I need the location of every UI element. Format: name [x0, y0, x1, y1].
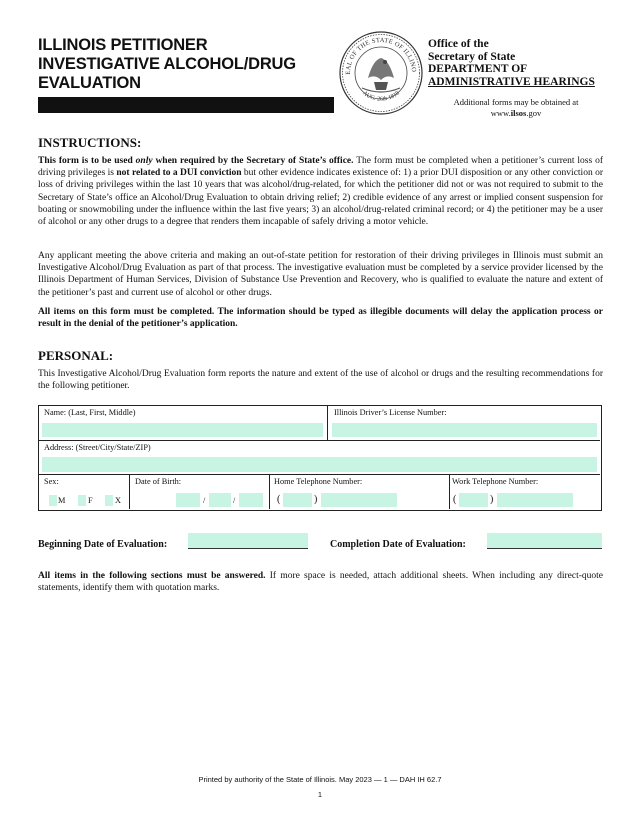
form-title: [38, 36, 338, 93]
work-paren-open: (: [453, 494, 457, 505]
page-number: 1: [317, 790, 323, 799]
office-block: [428, 38, 595, 88]
dob-year-input[interactable]: [239, 493, 263, 507]
dob-label: Date of Birth:: [135, 477, 182, 486]
sex-f-label: F: [88, 496, 93, 505]
name-input[interactable]: [42, 423, 323, 437]
license-label: Illinois Driver’s License Number:: [334, 408, 447, 417]
home-paren-open: (: [277, 494, 281, 505]
instructions-paragraph-3: All items on this form must be completed. The information should be typed as illegible documents will delay the application process or result in the denial of the petitioner’s application.: [38, 307, 603, 330]
name-label: Name: (Last, First, Middle): [44, 408, 136, 417]
address-input[interactable]: [42, 457, 597, 472]
personal-heading: PERSONAL:: [38, 348, 114, 363]
dob-slash: /: [233, 496, 236, 505]
p1-text: The form must be completed when a petitioner’s current loss of driving privileges is: [38, 156, 604, 179]
sections-note-bold: All items in the following sections must be answered.: [38, 571, 266, 581]
completion-date-input[interactable]: [487, 533, 602, 549]
completion-date-label: Completion Date of Evaluation:: [330, 539, 466, 550]
sex-label: Sex:: [44, 477, 59, 486]
home-area-code-input[interactable]: [283, 493, 312, 507]
dob-slash: /: [203, 496, 206, 505]
begin-date-input[interactable]: [188, 533, 308, 549]
office-line: Office of the: [428, 38, 489, 50]
p1-text: but other evidence indicates existence of: 1) a prior DUI disposition or any other conviction or loss of driving privileges within the last 10 years that was alcohol/drug-related, for which the petitioner did not or was not required to submit to the Secretary of State’s office an Alcohol/Drug Evaluation to obtain driving relief; 2) credible evidence of any arrest or implied consent suspension for boating or snowmobiling under the influence within the last five years; 3) an alcohol/drug-related criminal record; or 4) the petitioner may be a user of alcohol or any other drugs to a degree that renders them incapable of safely driving a motor vehicle.: [38, 168, 603, 228]
work-phone-label: Work Telephone Number:: [452, 477, 539, 486]
seal-bottom-text: AUG. 26th 1818: [361, 90, 401, 103]
title-line: EVALUATION: [38, 74, 141, 92]
dob-day-input[interactable]: [209, 493, 231, 507]
evaluation-dates: [38, 537, 603, 557]
personal-intro: [38, 368, 603, 392]
work-area-code-input[interactable]: [459, 493, 488, 507]
sex-m-checkbox[interactable]: [49, 495, 57, 506]
instructions-paragraph-1: [38, 155, 603, 228]
sex-m-label: M: [58, 496, 66, 505]
p1-bold: not related to a DUI conviction: [116, 168, 242, 179]
dept-line: DEPARTMENT OF: [428, 63, 528, 75]
address-label: Address: (Street/City/State/ZIP): [44, 443, 151, 452]
instructions-heading: INSTRUCTIONS:: [38, 135, 142, 150]
license-input[interactable]: [332, 423, 597, 437]
p1-bold-italic: only: [135, 156, 153, 166]
website-prefix: www.: [490, 107, 511, 118]
p1-bold: when required by the Secretary of State’s office.: [152, 156, 354, 166]
work-phone-input[interactable]: [497, 493, 573, 507]
home-paren-close: ): [314, 494, 318, 505]
sex-x-label: X: [115, 496, 121, 505]
website-bold: ilsos: [510, 107, 527, 118]
office-line: Secretary of State: [428, 50, 516, 63]
forms-website[interactable]: [428, 108, 604, 119]
sex-f-checkbox[interactable]: [78, 495, 86, 506]
title-line: ILLINOIS PETITIONER: [38, 36, 208, 54]
footer-printed: Printed by authority of the State of Illinois. May 2023 — 1 — DAH IH 62.7: [198, 775, 442, 784]
petitioner-info-table: [38, 405, 602, 511]
personal-intro-text: This Investigative Alcohol/Drug Evaluation form reports the nature and extent of the use of alcohol or drugs and the resulting recommendations for the following petitioner.: [38, 369, 603, 392]
title-line: INVESTIGATIVE ALCOHOL/DRUG: [38, 55, 296, 73]
sections-note: [38, 570, 603, 594]
begin-date-label: Beginning Date of Evaluation:: [38, 539, 168, 550]
work-paren-close: ): [490, 494, 494, 505]
seal-top-text: EAL OF THE STATE OF ILLINO: [344, 36, 418, 75]
website-suffix: .gov: [526, 107, 542, 118]
p1-bold: This form is to be used: [38, 156, 136, 166]
sections-note-text: If more space is needed, attach additional sheets. When including any direct-quote statements, identify them with quotation marks.: [38, 571, 604, 594]
home-phone-input[interactable]: [321, 493, 397, 507]
title-bar: [38, 97, 334, 113]
instructions-paragraph-2: Any applicant meeting the above criteria and making an out-of-state petition for restoration of their driving privileges in Illinois must submit an Investigative Alcohol/Drug Evaluation as part of that process. The investigative evaluation must be completed by a service provider licensed by the Illinois Department of Human Services, Division of Substance Use Prevention and Recovery, who is qualified to evaluate the nature and extent of the petitioner’s past and current use of alcohol or other drugs.: [38, 251, 603, 298]
additional-forms-note: [428, 97, 604, 118]
dept-line: ADMINISTRATIVE HEARINGS: [428, 75, 595, 88]
sex-x-checkbox[interactable]: [105, 495, 113, 506]
home-phone-label: Home Telephone Number:: [274, 477, 363, 486]
dob-month-input[interactable]: [176, 493, 200, 507]
state-seal-icon: [338, 30, 424, 116]
forms-note-line: Additional forms may be obtained at: [453, 97, 579, 107]
